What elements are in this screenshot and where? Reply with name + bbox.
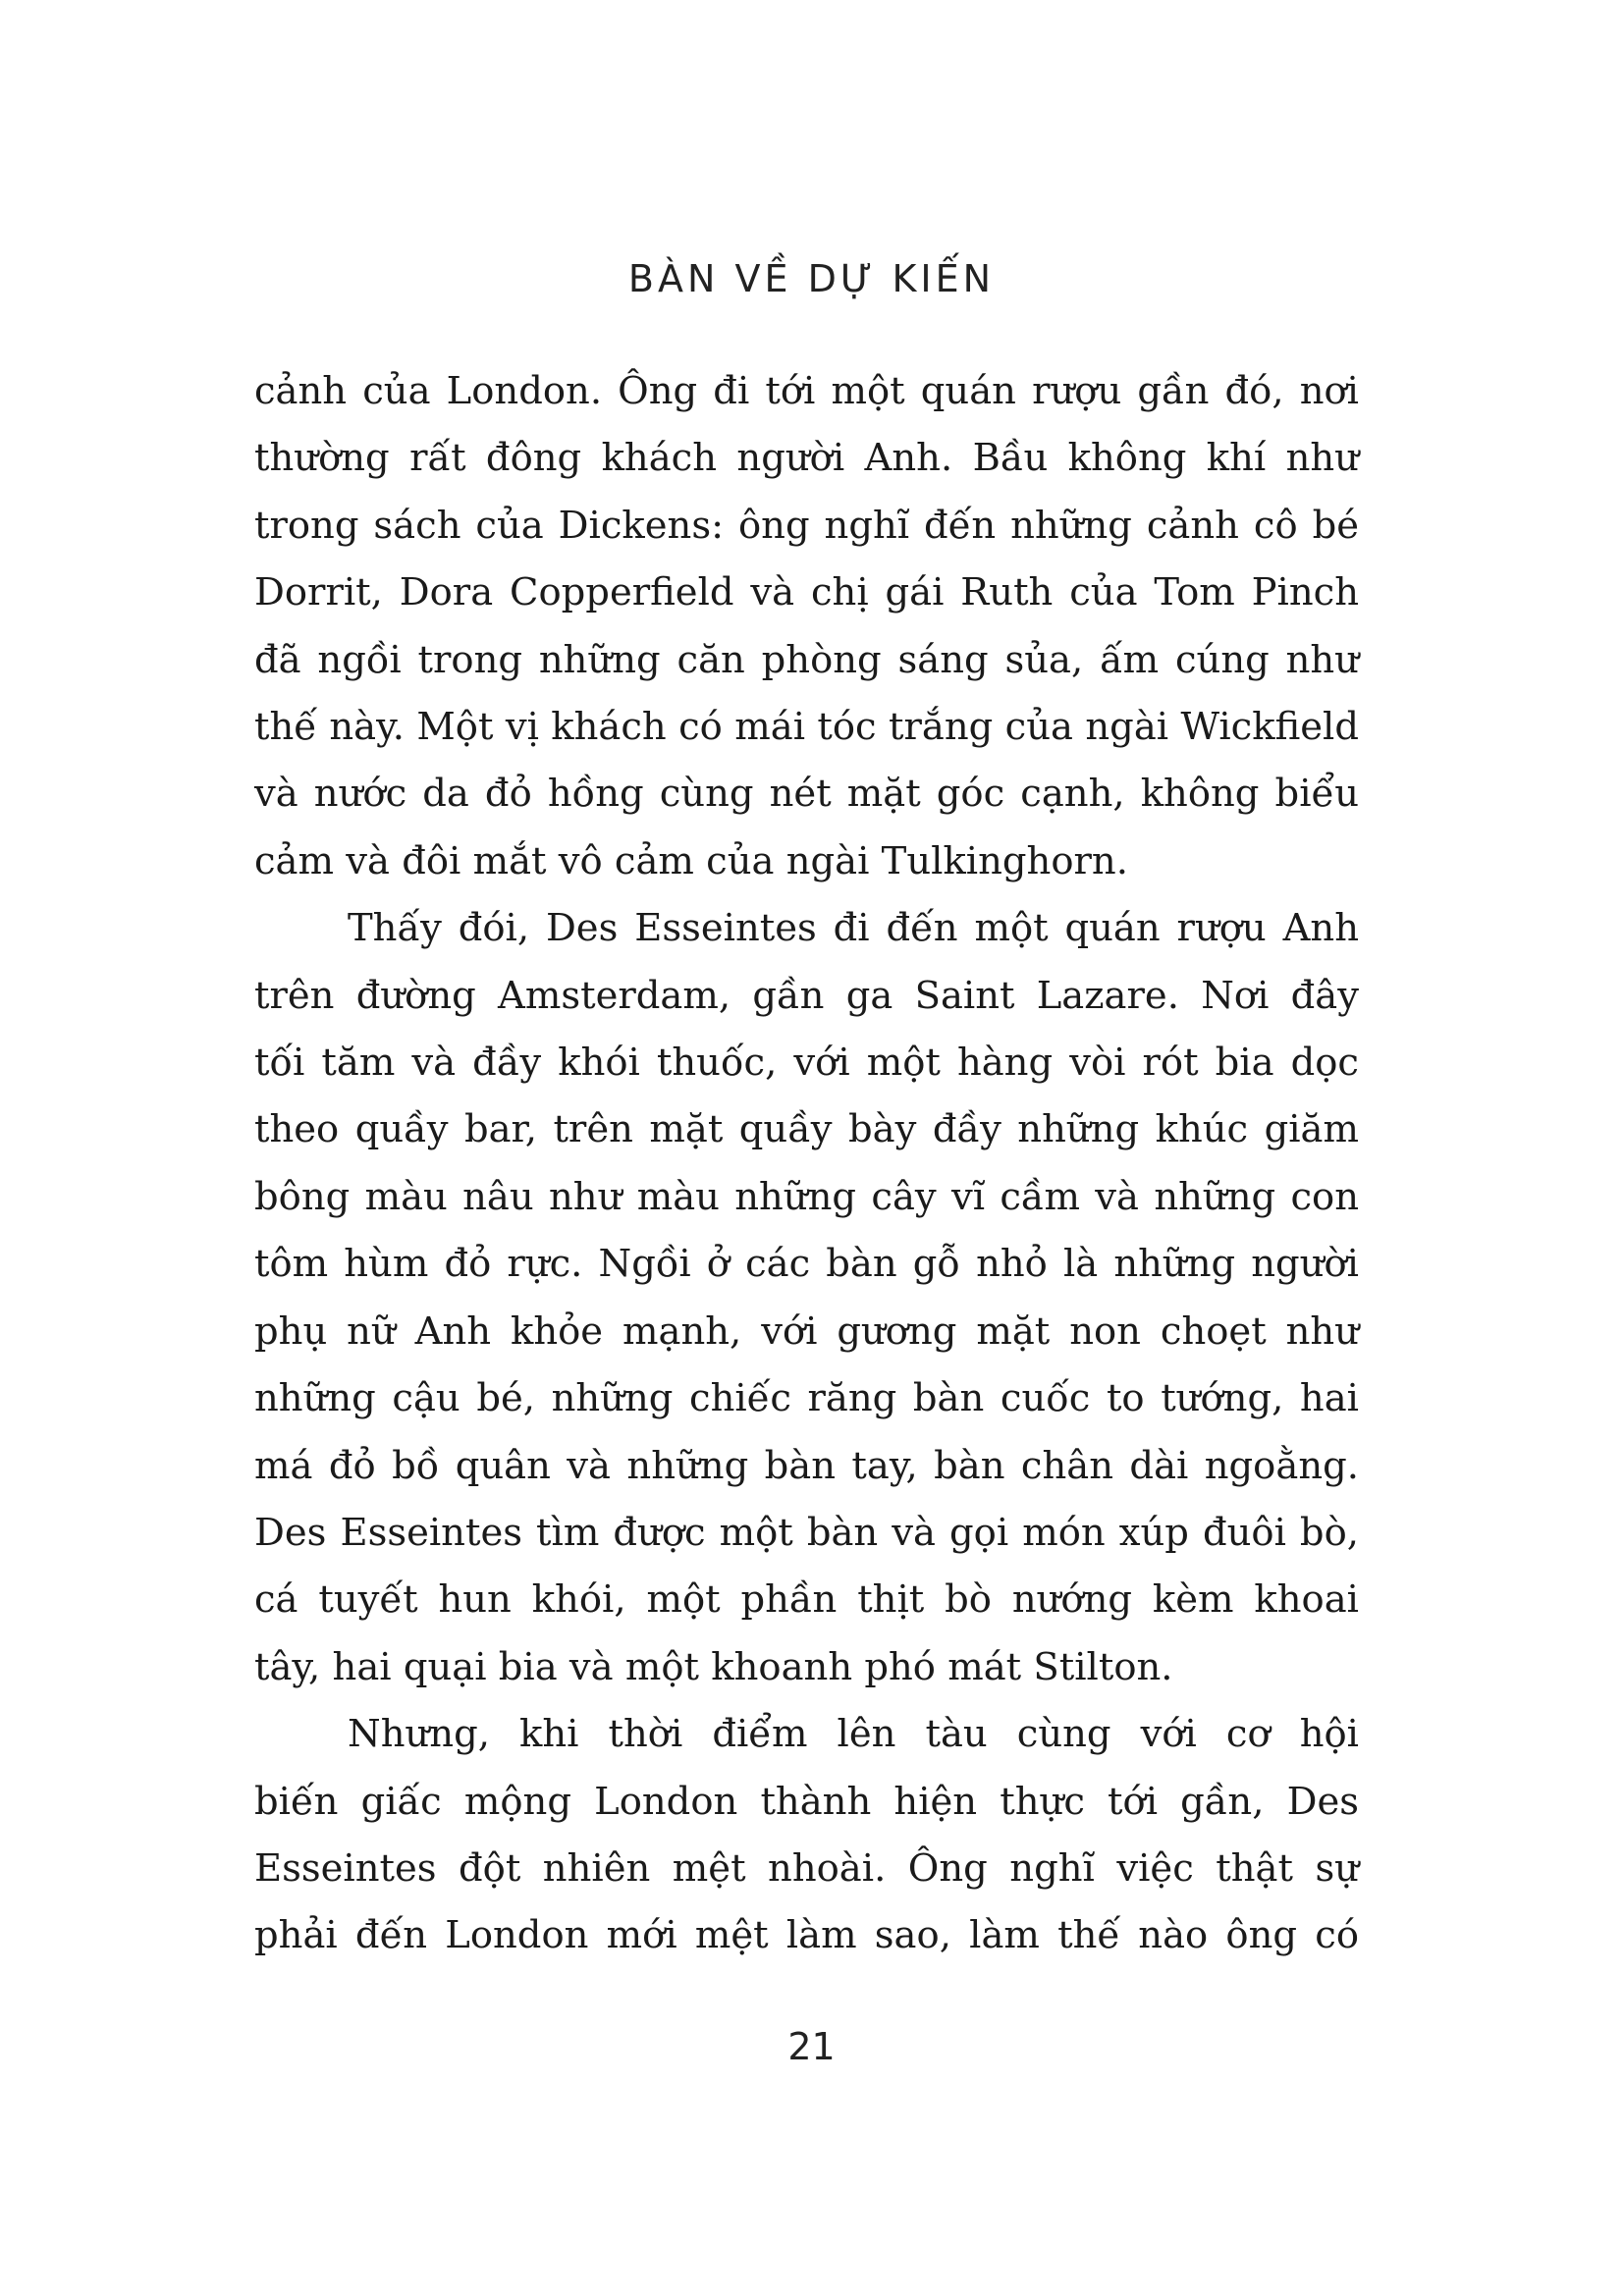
- text-line: tây, hai quại bia và một khoanh phó mát Stilton.: [254, 1644, 1173, 1689]
- text-line: bông màu nâu như màu những cây vĩ cầm và những con: [254, 1174, 1359, 1219]
- text-line: những cậu bé, những chiếc răng bàn cuốc to tướng, hai: [254, 1376, 1359, 1421]
- paragraph: [254, 358, 1359, 895]
- text-line: má đỏ bồ quân và những bàn tay, bàn chân dài ngoằng.: [254, 1443, 1359, 1488]
- text-line: thường rất đông khách người Anh. Bầu không khí như: [254, 436, 1359, 481]
- body-text: [254, 358, 1359, 1970]
- text-line: tôm hùm đỏ rực. Ngồi ở các bàn gỗ nhỏ là những người: [254, 1242, 1359, 1287]
- text-line: Nhưng, khi thời điểm lên tàu cùng với cơ hội: [348, 1712, 1359, 1757]
- paragraph: [254, 1701, 1359, 1970]
- text-line: Dorrit, Dora Copperfield và chị gái Ruth của Tom Pinch: [254, 570, 1359, 615]
- running-header: BÀN VỀ DỰ KIẾN: [627, 257, 996, 300]
- page-number: 21: [787, 2025, 836, 2068]
- text-line: theo quầy bar, trên mặt quầy bày đầy những khúc giăm: [254, 1107, 1359, 1152]
- text-line: cảnh của London. Ông đi tới một quán rượu gần đó, nơi: [254, 369, 1359, 413]
- text-line: và nước da đỏ hồng cùng nét mặt góc cạnh, không biểu: [254, 772, 1359, 817]
- text-line: tối tăm và đầy khói thuốc, với một hàng vòi rót bia dọc: [254, 1041, 1359, 1086]
- text-line: Thấy đói, Des Esseintes đi đến một quán rượu Anh: [348, 906, 1359, 951]
- text-line: phải đến London mới mệt làm sao, làm thế nào ông có: [254, 1913, 1359, 1958]
- text-line: Esseintes đột nhiên mệt nhoài. Ông nghĩ việc thật sự: [254, 1845, 1359, 1891]
- text-line: trong sách của Dickens: ông nghĩ đến những cảnh cô bé: [254, 503, 1359, 548]
- text-line: phụ nữ Anh khỏe mạnh, với gương mặt non choẹt như: [254, 1308, 1359, 1354]
- text-line: biến giấc mộng London thành hiện thực tới gần, Des: [254, 1779, 1359, 1824]
- text-line: thế này. Một vị khách có mái tóc trắng của ngài Wickfield: [254, 705, 1359, 750]
- paragraph: [254, 895, 1359, 1701]
- text-line: cá tuyết hun khói, một phần thịt bò nướng kèm khoai: [254, 1577, 1359, 1623]
- text-line: Des Esseintes tìm được một bàn và gọi món xúp đuôi bò,: [254, 1510, 1359, 1555]
- text-line: trên đường Amsterdam, gần ga Saint Lazare. Nơi đây: [254, 973, 1359, 1018]
- text-line: cảm và đôi mắt vô cảm của ngài Tulkinghorn.: [254, 838, 1128, 883]
- text-line: đã ngồi trong những căn phòng sáng sủa, ấm cúng như: [254, 637, 1359, 682]
